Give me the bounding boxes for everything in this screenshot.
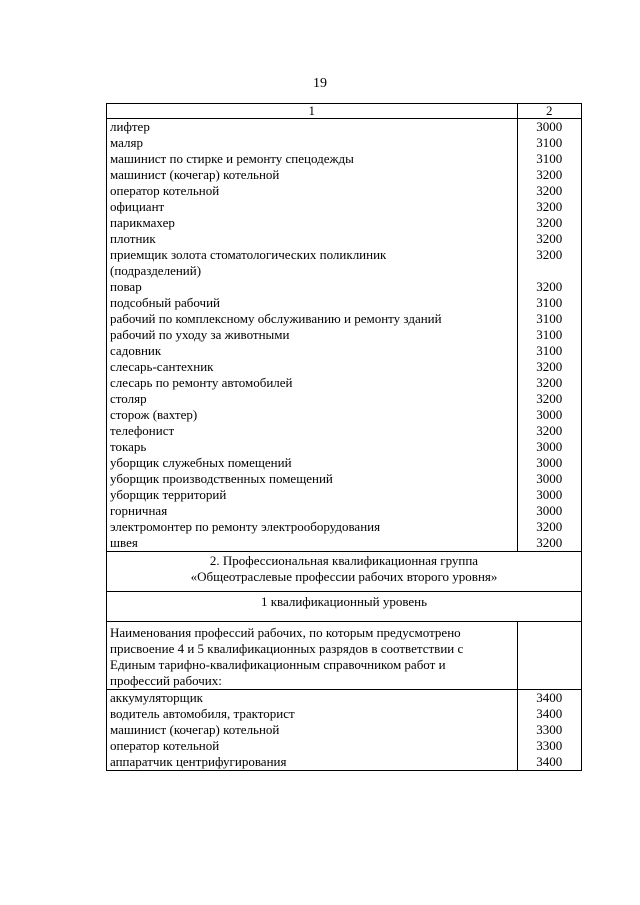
description-row [107, 622, 582, 690]
profession-name: повар [107, 279, 518, 295]
profession-name: уборщик территорий [107, 487, 518, 503]
table-row [107, 519, 582, 535]
salary-value: 3000 [517, 455, 581, 471]
profession-name: плотник [107, 231, 518, 247]
table-row [107, 343, 582, 359]
salary-value: 3100 [517, 327, 581, 343]
salary-value: 3100 [517, 135, 581, 151]
profession-name: машинист (кочегар) котельной [107, 167, 518, 183]
salary-value: 3400 [517, 690, 581, 707]
salary-value: 3200 [517, 519, 581, 535]
table-row [107, 503, 582, 519]
profession-name: рабочий по комплексному обслуживанию и ремонту зданий [107, 311, 518, 327]
profession-name: рабочий по уходу за животными [107, 327, 518, 343]
profession-name: лифтер [107, 119, 518, 136]
table-row [107, 279, 582, 295]
salary-value: 3100 [517, 343, 581, 359]
table-header-row [107, 104, 582, 119]
salary-value: 3200 [517, 535, 581, 552]
salary-value: 3200 [517, 231, 581, 247]
profession-name-line: приемщик золота стоматологических поликлиник [110, 247, 387, 262]
profession-name: маляр [107, 135, 518, 151]
description-line: Наименования профессий рабочих, по которым предусмотрено [110, 625, 461, 640]
salary-value: 3400 [517, 754, 581, 771]
table-row [107, 722, 582, 738]
group-heading-line: 2. Профессиональная квалификационная группа [209, 553, 479, 568]
profession-name [107, 247, 518, 279]
column-header-2: 2 [517, 104, 581, 119]
table-row [107, 391, 582, 407]
description-line: присвоение 4 и 5 квалификационных разрядов в соответствии с [110, 641, 464, 656]
profession-name: слесарь-сантехник [107, 359, 518, 375]
profession-name-line: (подразделений) [110, 263, 202, 278]
table-row [107, 167, 582, 183]
table-row [107, 199, 582, 215]
salary-value: 3200 [517, 215, 581, 231]
level-heading: 1 квалификационный уровень [107, 592, 582, 622]
profession-name: уборщик производственных помещений [107, 471, 518, 487]
salary-value: 3200 [517, 247, 581, 279]
salary-value: 3100 [517, 311, 581, 327]
profession-name: официант [107, 199, 518, 215]
profession-name: парикмахер [107, 215, 518, 231]
profession-name: слесарь по ремонту автомобилей [107, 375, 518, 391]
table-row [107, 375, 582, 391]
salary-value: 3400 [517, 706, 581, 722]
salary-value: 3100 [517, 295, 581, 311]
table-row [107, 471, 582, 487]
profession-name: садовник [107, 343, 518, 359]
table-row [107, 359, 582, 375]
description-text [107, 622, 518, 690]
group-heading-row [107, 552, 582, 592]
salary-value: 3200 [517, 183, 581, 199]
salary-value: 3200 [517, 375, 581, 391]
profession-name: оператор котельной [107, 738, 518, 754]
table-row [107, 231, 582, 247]
description-line: Единым тарифно-квалификационным справочником работ и [110, 657, 446, 672]
table-row [107, 738, 582, 754]
table-row [107, 151, 582, 167]
profession-name: токарь [107, 439, 518, 455]
description-line: профессий рабочих: [110, 673, 222, 688]
profession-name: аккумуляторщик [107, 690, 518, 707]
salary-value: 3200 [517, 359, 581, 375]
profession-name: швея [107, 535, 518, 552]
profession-name: сторож (вахтер) [107, 407, 518, 423]
salary-value: 3000 [517, 407, 581, 423]
table-row [107, 754, 582, 771]
profession-name: телефонист [107, 423, 518, 439]
salary-value: 3200 [517, 391, 581, 407]
salary-value: 3100 [517, 151, 581, 167]
table-row [107, 407, 582, 423]
table-row [107, 327, 582, 343]
salary-value: 3000 [517, 439, 581, 455]
salary-value: 3200 [517, 279, 581, 295]
table-row [107, 247, 582, 279]
table-row [107, 311, 582, 327]
group-heading-line: «Общеотраслевые профессии рабочих второго уровня» [190, 569, 498, 584]
table-row [107, 487, 582, 503]
table-row [107, 439, 582, 455]
profession-name: машинист по стирке и ремонту спецодежды [107, 151, 518, 167]
salary-value: 3300 [517, 722, 581, 738]
profession-name: уборщик служебных помещений [107, 455, 518, 471]
table-row [107, 183, 582, 199]
profession-name: машинист (кочегар) котельной [107, 722, 518, 738]
group-heading [107, 552, 582, 592]
salary-value: 3300 [517, 738, 581, 754]
profession-name: электромонтер по ремонту электрооборудования [107, 519, 518, 535]
table-row [107, 706, 582, 722]
table-row [107, 535, 582, 552]
salary-value: 3200 [517, 199, 581, 215]
table-row [107, 690, 582, 707]
profession-name: оператор котельной [107, 183, 518, 199]
table-row [107, 423, 582, 439]
profession-name: горничная [107, 503, 518, 519]
empty-value-cell [517, 622, 581, 690]
table-row [107, 215, 582, 231]
table-row [107, 135, 582, 151]
level-heading-row [107, 592, 582, 622]
salary-value: 3000 [517, 487, 581, 503]
page-number: 19 [313, 76, 327, 91]
table-row [107, 295, 582, 311]
salary-value: 3200 [517, 423, 581, 439]
salary-value: 3000 [517, 119, 581, 136]
salary-value: 3000 [517, 471, 581, 487]
salary-value: 3200 [517, 167, 581, 183]
profession-name: подсобный рабочий [107, 295, 518, 311]
profession-name: столяр [107, 391, 518, 407]
column-header-1: 1 [107, 104, 518, 119]
table-row [107, 455, 582, 471]
qualification-table [106, 103, 582, 771]
profession-name: водитель автомобиля, тракторист [107, 706, 518, 722]
profession-name: аппаратчик центрифугирования [107, 754, 518, 771]
salary-value: 3000 [517, 503, 581, 519]
table-row [107, 119, 582, 136]
